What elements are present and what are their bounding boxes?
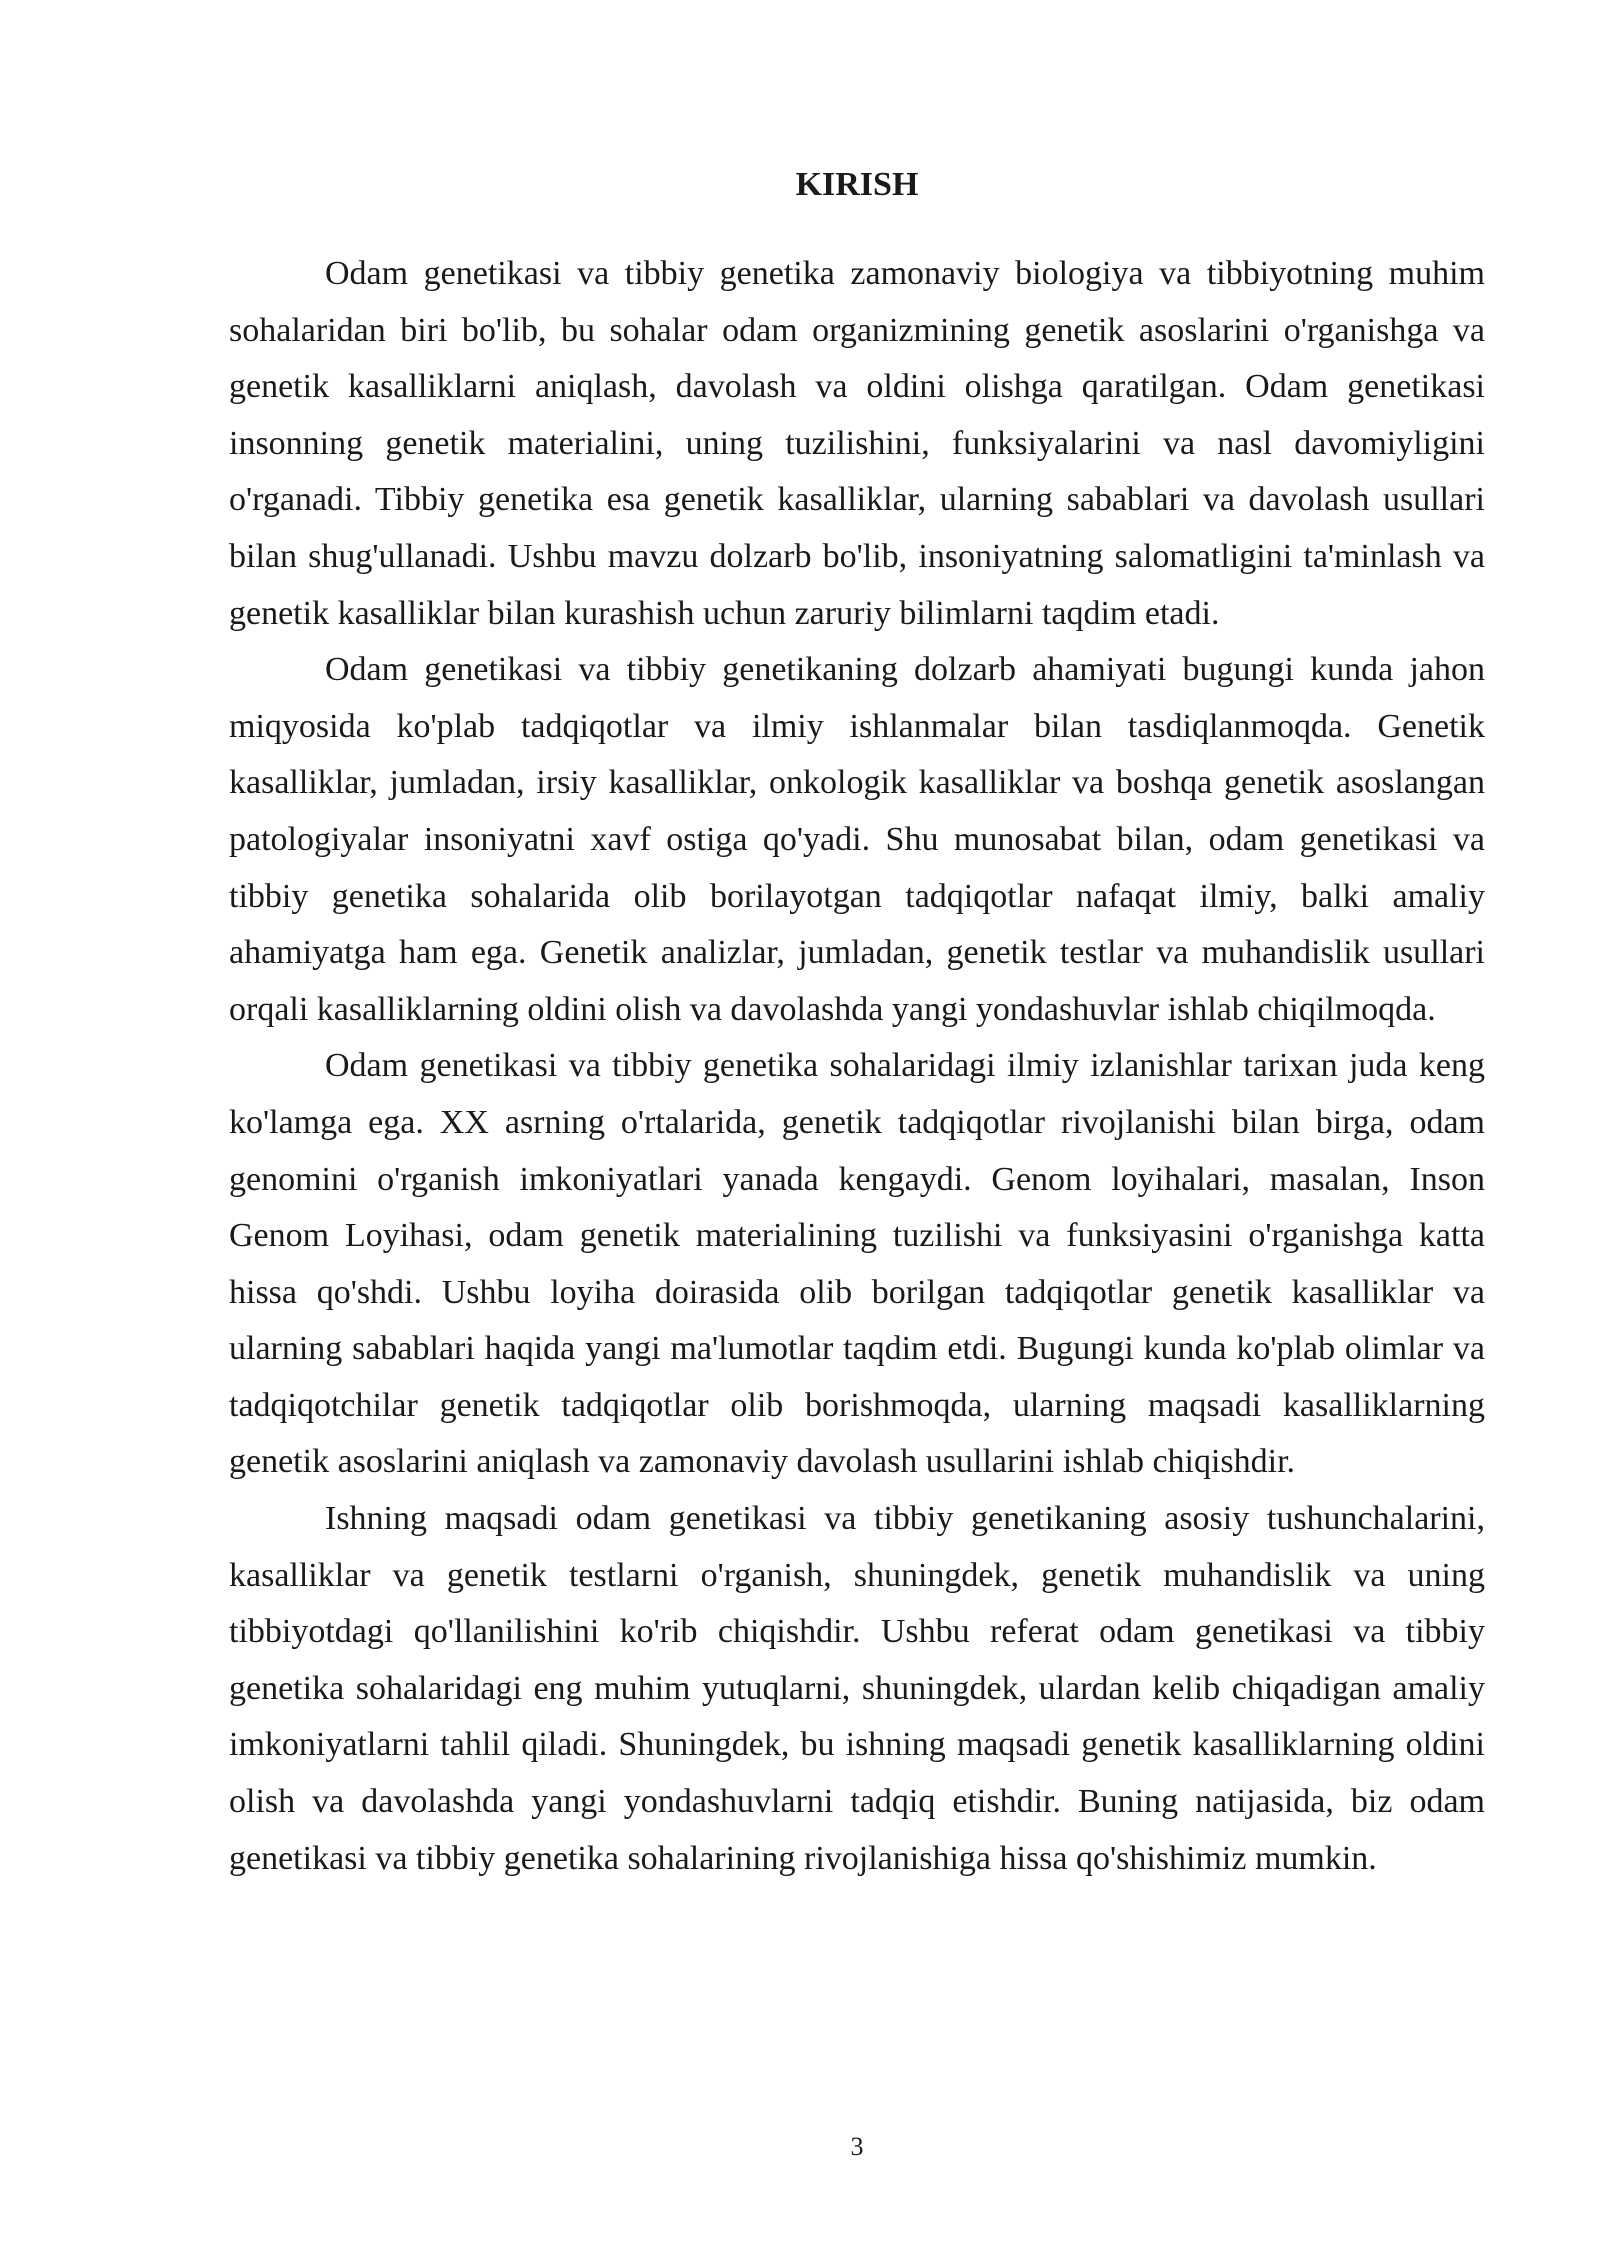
paragraph-1: Odam genetikasi va tibbiy genetika zamonaviy biologiya va tibbiyotning muhim sohalaridan biri bo'lib, bu sohalar odam organizmining genetik asoslarini o'rganishga va genetik kasalliklarni aniqlash, davolash va oldini olishga qaratilgan. Odam genetikasi insonning genetik materialini, uning tuzilishini, funksiyalarini va nasl davomiyligini o'rganadi. Tibbiy genetika esa genetik kasalliklar, ularning sabablari va davolash usullari bilan shug'ullanadi. Ushbu mavzu dolzarb bo'lib, insoniyatning salomatligini ta'minlash va genetik kasalliklar bilan kurashish uchun zaruriy bilimlarni taqdim etadi. — [229, 255, 1485, 632]
section-title: KIRISH — [795, 166, 919, 203]
paragraph-4: Ishning maqsadi odam genetikasi va tibbiy genetikaning asosiy tushunchalarini, kasalliklar va genetik testlarni o'rganish, shuningdek, genetik muhandislik va uning tibbiyotdagi qo'llanilishini ko'rib chiqishdir. Ushbu referat odam genetikasi va tibbiy genetika sohalaridagi eng muhim yutuqlarni, shuningdek, ulardan kelib chiqadigan amaliy imkoniyatlarni tahlil qiladi. Shuningdek, bu ishning maqsadi genetik kasalliklarning oldini olish va davolashda yangi yondashuvlarni tadqiq etishdir. Buning natijasida, biz odam genetikasi va tibbiy genetika sohalarining rivojlanishiga hissa qo'shishimiz mumkin. — [229, 1500, 1485, 1877]
paragraph-3: Odam genetikasi va tibbiy genetika sohalaridagi ilmiy izlanishlar tarixan juda keng ko'lamga ega. XX asrning o'rtalarida, genetik tadqiqotlar rivojlanishi bilan birga, odam genomini o'rganish imkoniyatlari yanada kengaydi. Genom loyihalari, masalan, Inson Genom Loyihasi, odam genetik materialining tuzilishi va funksiyasini o'rganishga katta hissa qo'shdi. Ushbu loyiha doirasida olib borilgan tadqiqotlar genetik kasalliklar va ularning sabablari haqida yangi ma'lumotlar taqdim etdi. Bugungi kunda ko'plab olimlar va tadqiqotchilar genetik tadqiqotlar olib borishmoqda, ularning maqsadi kasalliklarning genetik asoslarini aniqlash va zamonaviy davolash usullarini ishlab chiqishdir. — [229, 1047, 1485, 1481]
body-text — [229, 246, 1485, 1887]
page-number: 3 — [850, 2132, 864, 2161]
paragraph-2: Odam genetikasi va tibbiy genetikaning dolzarb ahamiyati bugungi kunda jahon miqyosida ko'plab tadqiqotlar va ilmiy ishlanmalar bilan tasdiqlanmoqda. Genetik kasalliklar, jumladan, irsiy kasalliklar, onkologik kasalliklar va boshqa genetik asoslangan patologiyalar insoniyatni xavf ostiga qo'yadi. Shu munosabat bilan, odam genetikasi va tibbiy genetika sohalarida olib borilayotgan tadqiqotlar nafaqat ilmiy, balki amaliy ahamiyatga ham ega. Genetik analizlar, jumladan, genetik testlar va muhandislik usullari orqali kasalliklarning oldini olish va davolashda yangi yondashuvlar ishlab chiqilmoqda. — [229, 651, 1485, 1028]
